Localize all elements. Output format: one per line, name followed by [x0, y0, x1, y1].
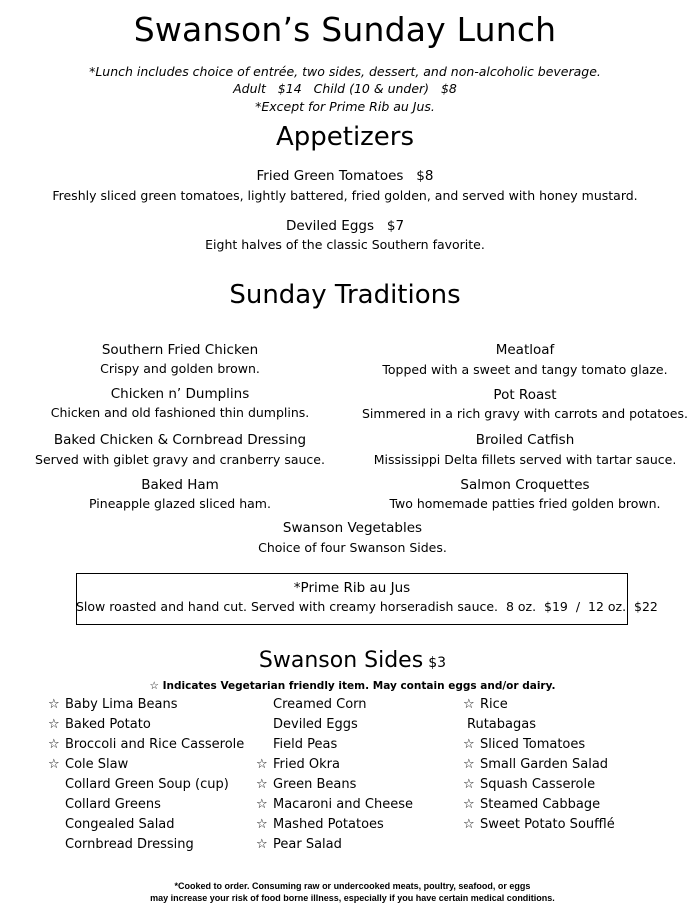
prime-rib-desc: Slow roasted and hand cut. Served with creamy horseradish sauce. 8 oz. $19 / 12 oz. $22: [76, 599, 658, 614]
star-icon: ☆: [48, 757, 60, 772]
star-icon: ☆: [48, 717, 60, 732]
star-icon: ☆: [48, 737, 60, 752]
side-item: Rutabagas: [467, 717, 536, 732]
sides-heading: Swanson Sides: [258, 648, 424, 673]
side-item: ☆ Rice: [463, 697, 508, 712]
side-item: ☆ Small Garden Salad: [463, 757, 609, 772]
side-item: ☆ Squash Casserole: [463, 777, 596, 792]
star-icon: ☆: [463, 697, 475, 712]
entree-name: Meatloaf: [495, 342, 555, 358]
side-item: ☆ Sliced Tomatoes: [463, 737, 586, 752]
side-item: ☆ Broccoli and Rice Casserole: [48, 737, 245, 752]
appetizer-desc: Eight halves of the classic Southern favorite.: [205, 237, 485, 252]
side-item: ☆ Macaroni and Cheese: [256, 797, 413, 812]
entree-name: Swanson Vegetables: [282, 520, 423, 536]
star-icon: ☆: [256, 837, 268, 852]
side-item: Collard Green Soup (cup): [65, 777, 229, 792]
vegetarian-note: ☆ Indicates Vegetarian friendly item. May contain eggs and/or dairy.: [149, 680, 556, 692]
appetizer-desc: Freshly sliced green tomatoes, lightly battered, fried golden, and served with honey mustard.: [52, 188, 638, 203]
entree-name: Baked Chicken & Cornbread Dressing: [53, 432, 307, 448]
star-icon: ☆: [256, 777, 268, 792]
star-icon: ☆: [463, 757, 475, 772]
sides-price: $3: [428, 655, 447, 671]
intro-exception: *Except for Prime Rib au Jus.: [255, 99, 435, 114]
star-icon: ☆: [256, 797, 268, 812]
sides-column-1: [48, 697, 263, 857]
footer-warning-2: may increase your risk of food borne illness, especially if you have certain medical conditions.: [150, 893, 555, 903]
prime-rib-name: *Prime Rib au Jus: [293, 580, 411, 596]
star-icon: ☆: [463, 777, 475, 792]
star-icon: ☆: [463, 797, 475, 812]
entree-desc: Two homemade patties fried golden brown.: [389, 496, 661, 511]
side-item: ☆ Cole Slaw: [48, 757, 129, 772]
side-item: ☆ Baked Potato: [48, 717, 151, 732]
entree-desc: Pineapple glazed sliced ham.: [89, 496, 271, 511]
entree-desc: Crispy and golden brown.: [100, 361, 260, 376]
sides-heading-wrap: [0, 648, 690, 673]
side-item: Collard Greens: [65, 797, 161, 812]
entree-name: Baked Ham: [141, 477, 219, 493]
entree-desc: Topped with a sweet and tangy tomato glaze.: [382, 362, 668, 377]
side-item: Deviled Eggs: [273, 717, 358, 732]
star-icon: ☆: [463, 817, 475, 832]
star-icon: ☆: [256, 817, 268, 832]
star-icon: ☆: [48, 697, 60, 712]
entree-desc: Mississippi Delta fillets served with tartar sauce.: [373, 452, 677, 467]
side-item: ☆ Pear Salad: [256, 837, 342, 852]
side-item: Creamed Corn: [273, 697, 367, 712]
star-icon: ☆: [256, 757, 268, 772]
side-item: Field Peas: [273, 737, 338, 752]
side-item: ☆ Sweet Potato Soufflé: [463, 817, 615, 832]
entree-name: Salmon Croquettes: [460, 477, 590, 493]
entree-name: Pot Roast: [493, 387, 557, 403]
traditions-heading: Sunday Traditions: [229, 280, 461, 310]
side-item: ☆ Green Beans: [256, 777, 357, 792]
appetizer-name: Deviled Eggs $7: [285, 218, 405, 234]
side-item: ☆ Steamed Cabbage: [463, 797, 601, 812]
star-icon: ☆: [463, 737, 475, 752]
side-item: Congealed Salad: [65, 817, 175, 832]
entree-desc: Choice of four Swanson Sides.: [258, 540, 447, 555]
entree-name: Southern Fried Chicken: [101, 342, 259, 358]
intro-line-1: *Lunch includes choice of entrée, two sides, dessert, and non-alcoholic beverage.: [89, 64, 601, 79]
footer-warning-1: *Cooked to order. Consuming raw or undercooked meats, poultry, seafood, or eggs: [174, 881, 531, 891]
entree-desc: Served with giblet gravy and cranberry sauce.: [35, 452, 325, 467]
sides-column-3: [463, 697, 673, 837]
page-title: Swanson’s Sunday Lunch: [133, 10, 557, 49]
intro-pricing: Adult $14 Child (10 & under) $8: [233, 81, 457, 96]
entree-desc: Chicken and old fashioned thin dumplins.: [50, 405, 310, 420]
appetizers-heading: Appetizers: [275, 122, 415, 152]
entree-name: Broiled Catfish: [475, 432, 575, 448]
sides-column-2: [256, 697, 456, 857]
side-item: ☆ Baby Lima Beans: [48, 697, 178, 712]
side-item: ☆ Fried Okra: [256, 757, 340, 772]
entree-desc: Simmered in a rich gravy with carrots and potatoes.: [361, 406, 688, 421]
entree-name: Chicken n’ Dumplins: [110, 386, 250, 402]
appetizer-name: Fried Green Tomatoes $8: [256, 168, 434, 184]
side-item: ☆ Mashed Potatoes: [256, 817, 384, 832]
side-item: Cornbread Dressing: [65, 837, 194, 852]
